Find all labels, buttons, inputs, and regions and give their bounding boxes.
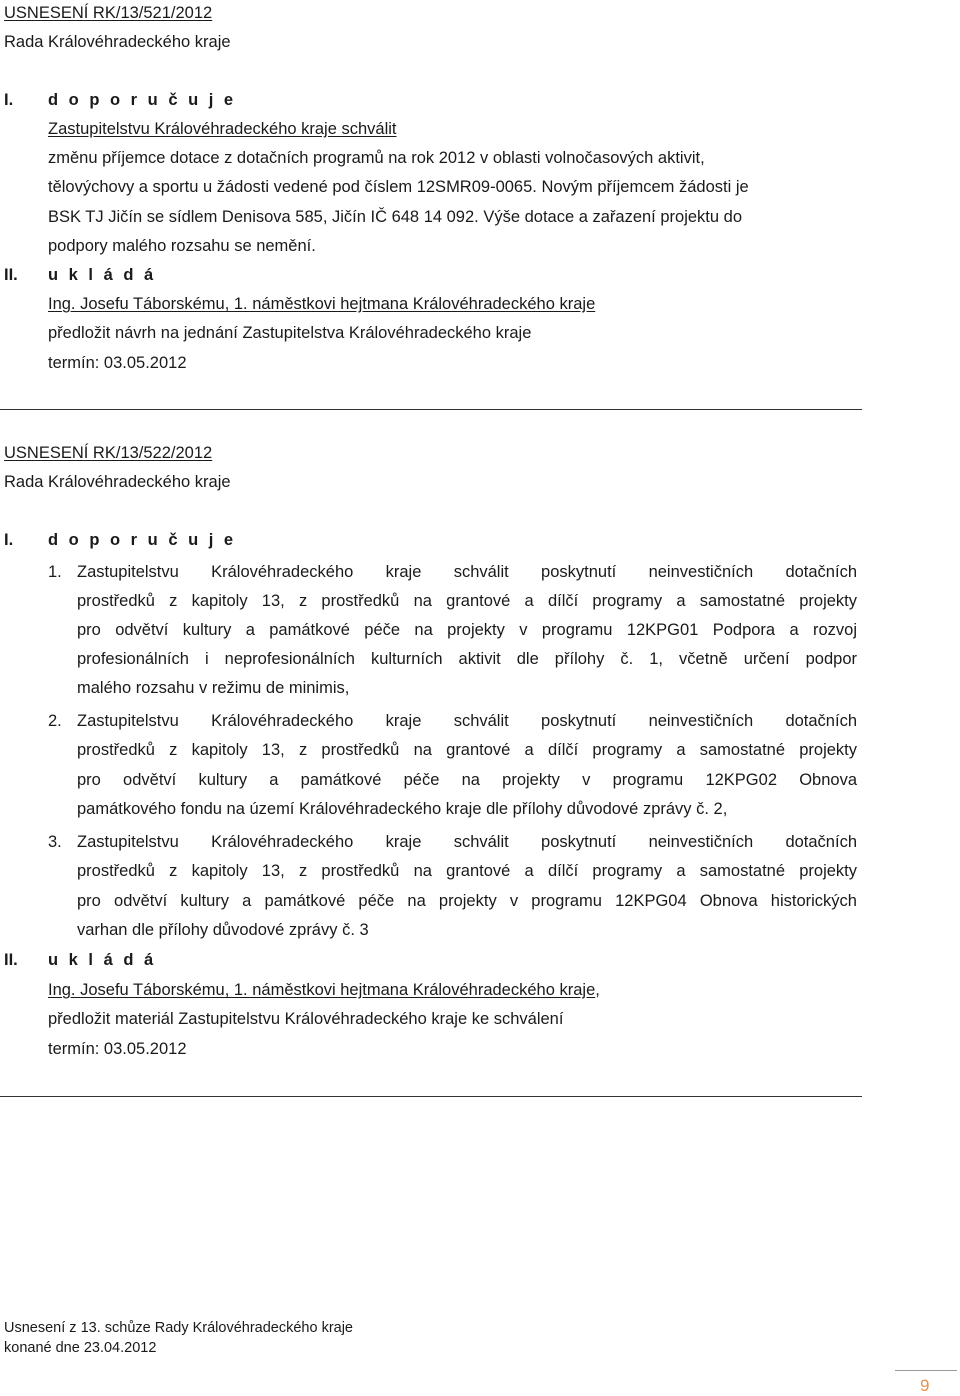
item-number: 3. xyxy=(48,833,62,851)
assignee-line xyxy=(48,981,600,1000)
resolution-title-522: USNESENÍ RK/13/522/2012 xyxy=(4,444,213,462)
section-verb: d o p o r u č u j e xyxy=(48,531,237,549)
text-line: prostředků z kapitoly 13, z prostředků na grantové a dílčí programy a samostatné projekty xyxy=(77,862,857,880)
page-number: 9 xyxy=(920,1376,930,1395)
resolution-title-521: USNESENÍ RK/13/521/2012 xyxy=(4,4,213,22)
section-verb: u k l á d á xyxy=(48,266,157,284)
footer-meeting: Usnesení z 13. schůze Rady Královéhradeckého kraje xyxy=(4,1320,353,1336)
separator-line xyxy=(0,409,862,410)
text-line: podpory malého rozsahu se nemění. xyxy=(48,237,316,255)
text-line: pro odvětví kultury a památkové péče na projekty v programu 12KPG01 Podpora a rozvoj xyxy=(77,621,857,639)
recipient-link[interactable]: Zastupitelstvu Královéhradeckého kraje schválit xyxy=(48,120,397,138)
resolution-org: Rada Královéhradeckého kraje xyxy=(4,473,231,491)
text-line: varhan dle přílohy důvodové zprávy č. 3 xyxy=(77,921,369,939)
text-line: pro odvětví kultury a památkové péče na projekty v programu 12KPG04 Obnova historických xyxy=(77,892,857,910)
assignee-link[interactable]: Ing. Josefu Táborskému, 1. náměstkovi hejtmana Královéhradeckého kraje xyxy=(48,981,596,999)
section-verb: d o p o r u č u j e xyxy=(48,91,237,109)
text-line: prostředků z kapitoly 13, z prostředků na grantové a dílčí programy a samostatné projekty xyxy=(77,592,857,610)
text-line: památkového fondu na území Královéhradeckého kraje dle přílohy důvodové zprávy č. 2, xyxy=(77,800,728,818)
text-line: předložit návrh na jednání Zastupitelstva Královéhradeckého kraje xyxy=(48,324,532,342)
separator-line xyxy=(0,1096,862,1097)
section-number: I. xyxy=(4,531,14,549)
text-line: tělovýchovy a sportu u žádosti vedené pod číslem 12SMR09-0065. Novým příjemcem žádosti je xyxy=(48,178,749,196)
text-line: změnu příjemce dotace z dotačních programů na rok 2012 v oblasti volnočasových aktivit, xyxy=(48,149,705,167)
footer-date: konané dne 23.04.2012 xyxy=(4,1340,157,1356)
item-number: 1. xyxy=(48,563,62,581)
text-line: prostředků z kapitoly 13, z prostředků na grantové a dílčí programy a samostatné projekty xyxy=(77,741,857,759)
text-line: Zastupitelstvu Královéhradeckého kraje schválit poskytnutí neinvestičních dotačních xyxy=(77,712,857,730)
deadline: termín: 03.05.2012 xyxy=(48,1040,187,1058)
text-line: Zastupitelstvu Královéhradeckého kraje schválit poskytnutí neinvestičních dotačních xyxy=(77,563,857,581)
text-line: předložit materiál Zastupitelstvu Královéhradeckého kraje ke schválení xyxy=(48,1010,564,1028)
text-line: profesionálních i neprofesionálních kulturních aktivit dle přílohy č. 1, včetně určení podpor xyxy=(77,650,857,668)
section-verb: u k l á d á xyxy=(48,951,157,969)
text-line: BSK TJ Jičín se sídlem Denisova 585, Jičín IČ 648 14 092. Výše dotace a zařazení projektu do xyxy=(48,208,742,226)
assignee-comma: , xyxy=(595,981,600,999)
resolution-org: Rada Královéhradeckého kraje xyxy=(4,33,231,51)
text-line: pro odvětví kultury a památkové péče na projekty v programu 12KPG02 Obnova xyxy=(77,771,857,789)
page-number-rule xyxy=(895,1370,957,1371)
assignee-link[interactable]: Ing. Josefu Táborskému, 1. náměstkovi hejtmana Královéhradeckého kraje xyxy=(48,295,596,313)
text-line: Zastupitelstvu Královéhradeckého kraje schválit poskytnutí neinvestičních dotačních xyxy=(77,833,857,851)
item-number: 2. xyxy=(48,712,62,730)
section-number: I. xyxy=(4,91,14,109)
section-number: II. xyxy=(4,951,18,969)
section-number: II. xyxy=(4,266,18,284)
deadline: termín: 03.05.2012 xyxy=(48,354,187,372)
text-line: malého rozsahu v režimu de minimis, xyxy=(77,679,350,697)
